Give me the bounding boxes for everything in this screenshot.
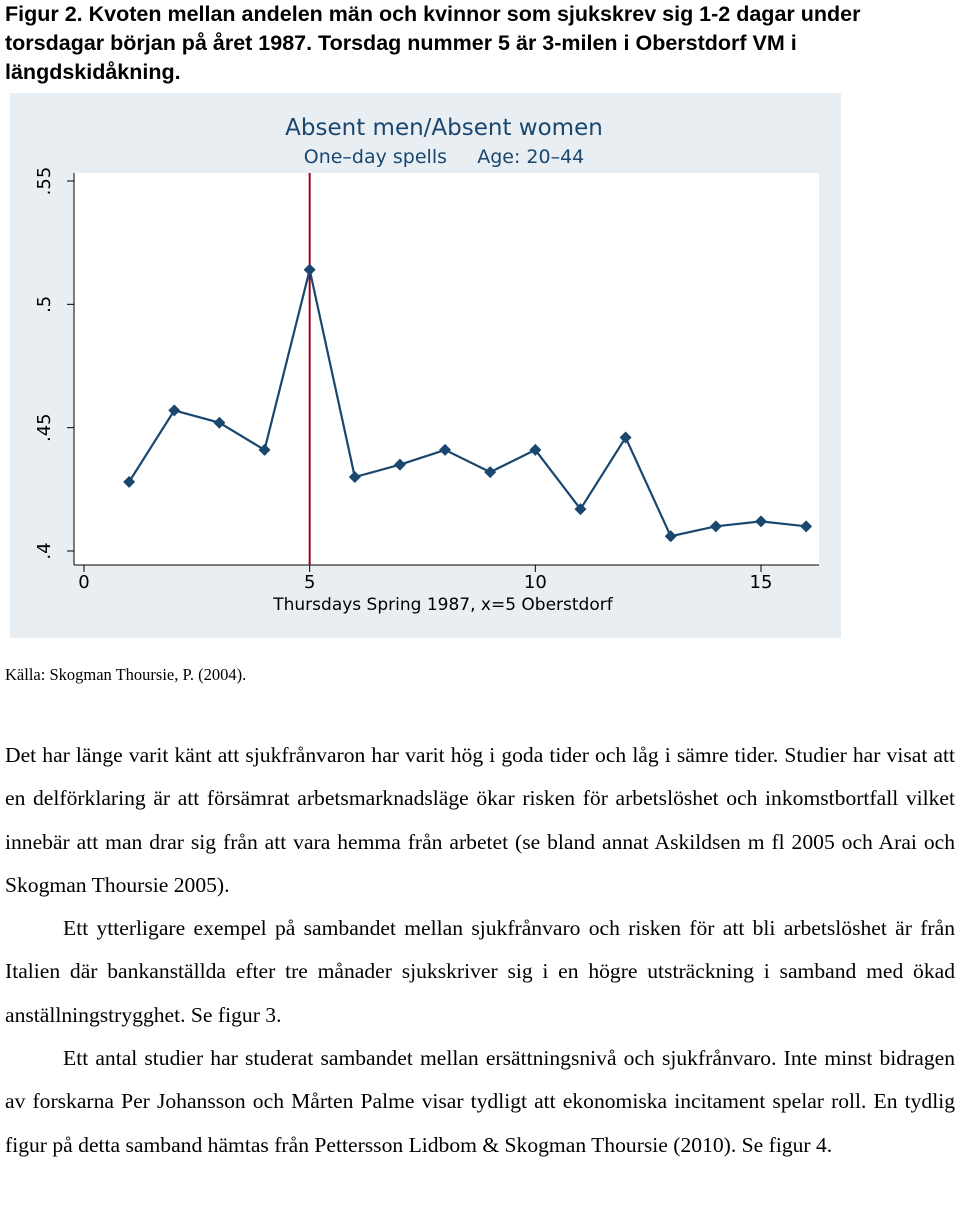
x-tick-label: 0 bbox=[78, 572, 90, 593]
paragraph-3: Ett antal studier har studerat sambandet mellan ersättningsnivå och sjukfrånvaro. Inte minst bidragen av forskarna Per Johansson och Mårten Palme visar tydligt att ekonomiska incitament spelar roll. En tydlig figur på detta samband hämtas från Pettersson Lidbom & Skogman Thoursie (2010). Se figur 4. bbox=[5, 1046, 955, 1157]
x-tick-label: 15 bbox=[749, 572, 773, 593]
body-text bbox=[5, 734, 955, 1167]
x-tick-label: 10 bbox=[523, 572, 547, 593]
y-tick-label: .45 bbox=[34, 413, 55, 442]
figure-2-chart bbox=[10, 93, 841, 638]
figure-caption: Figur 2. Kvoten mellan andelen män och kvinnor som sjukskrev sig 1-2 dagar under torsdagar början på året 1987. Torsdag nummer 5 är 3-milen i Oberstdorf VM i längdskidåkning. bbox=[5, 2, 861, 84]
line-chart bbox=[10, 93, 841, 638]
x-tick-label: 5 bbox=[303, 572, 316, 593]
chart-title: Absent men/Absent women bbox=[285, 115, 603, 141]
y-tick-label: .5 bbox=[34, 295, 55, 313]
y-tick-label: .55 bbox=[34, 166, 55, 196]
source-note: Källa: Skogman Thoursie, P. (2004). bbox=[5, 665, 247, 684]
x-axis-title: Thursdays Spring 1987, x=5 Oberstdorf bbox=[273, 595, 613, 615]
paragraph-1: Det har länge varit känt att sjukfrånvaron har varit hög i goda tider och låg i sämre tider. Studier har visat att en delförklaring är att försämrat arbetsmarknadsläge ökar risken för arbetslöshet och inkomstbortfall vilket innebär att man drar sig från att vara hemma från arbetet (se bland annat Askildsen m fl 2005 och Arai och Skogman Thoursie 2005). bbox=[5, 743, 955, 897]
y-tick-label: .4 bbox=[34, 542, 55, 560]
paragraph-2: Ett ytterligare exempel på sambandet mellan sjukfrånvaro och risken för att bli arbetslöshet är från Italien där bankanställda efter tre månader sjukskriver sig i en högre utsträckning i samband med ökad anställningstrygghet. Se figur 3. bbox=[5, 916, 955, 1027]
plot-area bbox=[74, 173, 819, 565]
chart-subtitle: One–day spells Age: 20–44 bbox=[303, 146, 585, 168]
